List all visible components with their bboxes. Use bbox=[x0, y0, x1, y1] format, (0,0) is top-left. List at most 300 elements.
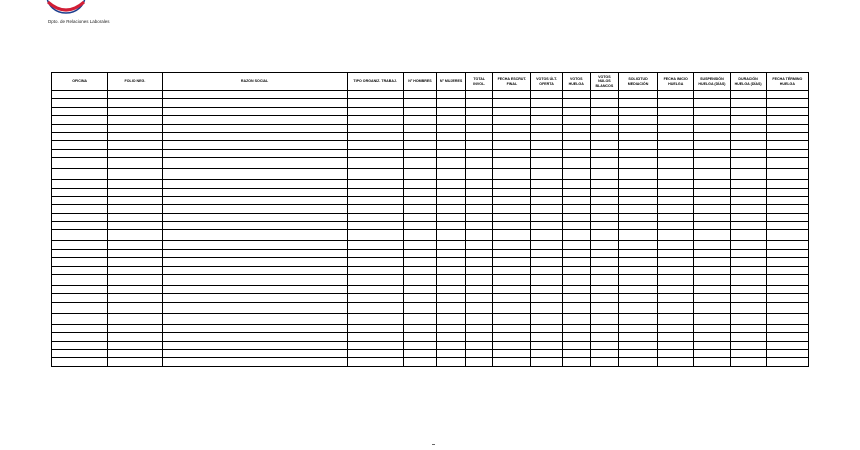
table-cell bbox=[531, 358, 562, 366]
table-cell bbox=[658, 213, 694, 221]
table-cell bbox=[730, 180, 766, 188]
table-cell bbox=[562, 213, 590, 221]
table-cell bbox=[694, 302, 730, 313]
table-cell bbox=[730, 302, 766, 313]
table-cell bbox=[493, 294, 531, 302]
table-cell bbox=[658, 196, 694, 204]
table-cell bbox=[562, 149, 590, 157]
table-row bbox=[52, 258, 809, 266]
table-cell bbox=[52, 205, 108, 213]
table-cell bbox=[531, 196, 562, 204]
table-cell bbox=[162, 341, 347, 349]
table-cell bbox=[730, 286, 766, 294]
table-cell bbox=[108, 313, 162, 324]
table-cell bbox=[730, 213, 766, 221]
table-cell bbox=[52, 286, 108, 294]
table-cell bbox=[403, 258, 436, 266]
table-cell bbox=[562, 158, 590, 169]
table-cell bbox=[658, 333, 694, 341]
table-cell bbox=[108, 169, 162, 180]
col-solicitud-mediacion: SOLICITUD MEDIACIÓN bbox=[618, 73, 657, 91]
table-cell bbox=[590, 169, 618, 180]
table-cell bbox=[493, 266, 531, 274]
table-cell bbox=[562, 341, 590, 349]
table-row bbox=[52, 249, 809, 257]
table-cell bbox=[466, 116, 493, 124]
table-cell bbox=[162, 107, 347, 115]
table-cell bbox=[493, 124, 531, 132]
col-fecha-termino-huelga: FECHA TÉRMINO HUELGA bbox=[766, 73, 808, 91]
table-cell bbox=[437, 249, 466, 257]
table-cell bbox=[658, 294, 694, 302]
table-cell bbox=[531, 349, 562, 357]
table-cell bbox=[562, 249, 590, 257]
table-cell bbox=[658, 188, 694, 196]
table-cell bbox=[618, 196, 657, 204]
table-cell bbox=[52, 249, 108, 257]
table-cell bbox=[108, 116, 162, 124]
table-cell bbox=[162, 196, 347, 204]
table-cell bbox=[347, 141, 403, 149]
table-cell bbox=[531, 141, 562, 149]
table-cell bbox=[590, 358, 618, 366]
table-cell bbox=[52, 324, 108, 332]
table-cell bbox=[403, 158, 436, 169]
table-cell bbox=[590, 116, 618, 124]
table-cell bbox=[437, 124, 466, 132]
table-cell bbox=[437, 180, 466, 188]
table-cell bbox=[618, 91, 657, 99]
table-cell bbox=[730, 99, 766, 107]
table-cell bbox=[437, 99, 466, 107]
table-cell bbox=[347, 324, 403, 332]
table-cell bbox=[437, 149, 466, 157]
table-cell bbox=[590, 213, 618, 221]
table-cell bbox=[531, 241, 562, 249]
table-cell bbox=[730, 349, 766, 357]
table-cell bbox=[531, 230, 562, 241]
table-row bbox=[52, 230, 809, 241]
col-suspension-huelga: SUSPENSIÓN HUELGA (DÍAS) bbox=[694, 73, 730, 91]
col-duracion-huelga: DURACIÓN HUELGA (DÍAS) bbox=[730, 73, 766, 91]
logo bbox=[44, 0, 88, 14]
table-cell bbox=[466, 302, 493, 313]
table-cell bbox=[162, 358, 347, 366]
table-cell bbox=[437, 349, 466, 357]
table-cell bbox=[562, 313, 590, 324]
table-cell bbox=[437, 196, 466, 204]
table-row bbox=[52, 158, 809, 169]
table-cell bbox=[562, 124, 590, 132]
table-cell bbox=[52, 333, 108, 341]
table-cell bbox=[694, 213, 730, 221]
table-header-row bbox=[52, 73, 809, 91]
table-cell bbox=[162, 333, 347, 341]
table-cell bbox=[730, 141, 766, 149]
table-cell bbox=[766, 313, 808, 324]
table-cell bbox=[493, 230, 531, 241]
table-cell bbox=[347, 124, 403, 132]
table-cell bbox=[52, 116, 108, 124]
col-oficina: OFICINA bbox=[52, 73, 108, 91]
table-cell bbox=[766, 205, 808, 213]
table-cell bbox=[766, 266, 808, 274]
table-cell bbox=[403, 205, 436, 213]
table-cell bbox=[694, 116, 730, 124]
table-cell bbox=[618, 341, 657, 349]
table-cell bbox=[347, 180, 403, 188]
table-cell bbox=[658, 149, 694, 157]
table-cell bbox=[162, 275, 347, 286]
table-row bbox=[52, 349, 809, 357]
table-cell bbox=[347, 169, 403, 180]
table-cell bbox=[108, 230, 162, 241]
table-cell bbox=[562, 222, 590, 230]
table-cell bbox=[52, 180, 108, 188]
table-cell bbox=[52, 141, 108, 149]
table-cell bbox=[658, 230, 694, 241]
table-cell bbox=[466, 286, 493, 294]
table-cell bbox=[403, 99, 436, 107]
table-cell bbox=[531, 324, 562, 332]
table-cell bbox=[347, 230, 403, 241]
table-cell bbox=[52, 169, 108, 180]
table-cell bbox=[694, 132, 730, 140]
table-cell bbox=[108, 249, 162, 257]
table-cell bbox=[618, 286, 657, 294]
table-cell bbox=[466, 249, 493, 257]
table-cell bbox=[52, 158, 108, 169]
table-cell bbox=[466, 313, 493, 324]
table-cell bbox=[403, 91, 436, 99]
table-cell bbox=[658, 249, 694, 257]
table-cell bbox=[766, 275, 808, 286]
table-cell bbox=[562, 141, 590, 149]
table-cell bbox=[347, 266, 403, 274]
table-cell bbox=[694, 180, 730, 188]
table-cell bbox=[590, 341, 618, 349]
table-cell bbox=[658, 341, 694, 349]
table-cell bbox=[590, 91, 618, 99]
table-cell bbox=[658, 132, 694, 140]
table-cell bbox=[590, 149, 618, 157]
table-cell bbox=[766, 230, 808, 241]
table-row bbox=[52, 333, 809, 341]
table-cell bbox=[493, 349, 531, 357]
table-cell bbox=[347, 275, 403, 286]
table-cell bbox=[108, 258, 162, 266]
table-cell bbox=[466, 333, 493, 341]
table-cell bbox=[52, 241, 108, 249]
table-cell bbox=[590, 333, 618, 341]
table-cell bbox=[466, 275, 493, 286]
table-cell bbox=[52, 230, 108, 241]
table-cell bbox=[766, 132, 808, 140]
table-cell bbox=[730, 333, 766, 341]
table-cell bbox=[562, 188, 590, 196]
table-row bbox=[52, 99, 809, 107]
table-cell bbox=[562, 275, 590, 286]
table-cell bbox=[52, 341, 108, 349]
table-cell bbox=[531, 91, 562, 99]
table-cell bbox=[403, 213, 436, 221]
table-cell bbox=[766, 341, 808, 349]
table-cell bbox=[694, 124, 730, 132]
table-cell bbox=[403, 358, 436, 366]
table-cell bbox=[590, 302, 618, 313]
table-cell bbox=[618, 213, 657, 221]
table-cell bbox=[766, 302, 808, 313]
table-cell bbox=[437, 241, 466, 249]
table-cell bbox=[162, 180, 347, 188]
table-cell bbox=[590, 205, 618, 213]
table-cell bbox=[618, 230, 657, 241]
table-cell bbox=[466, 358, 493, 366]
table-cell bbox=[52, 313, 108, 324]
table-cell bbox=[766, 141, 808, 149]
table-row bbox=[52, 313, 809, 324]
table-cell bbox=[618, 275, 657, 286]
table-cell bbox=[437, 258, 466, 266]
table-cell bbox=[403, 116, 436, 124]
table-cell bbox=[403, 188, 436, 196]
table-cell bbox=[694, 313, 730, 324]
table-cell bbox=[437, 286, 466, 294]
table-cell bbox=[766, 241, 808, 249]
table-cell bbox=[403, 141, 436, 149]
table-cell bbox=[108, 205, 162, 213]
table-cell bbox=[437, 205, 466, 213]
table-cell bbox=[618, 99, 657, 107]
table-cell bbox=[590, 99, 618, 107]
table-cell bbox=[493, 249, 531, 257]
table-cell bbox=[162, 258, 347, 266]
table-cell bbox=[658, 91, 694, 99]
table-cell bbox=[108, 91, 162, 99]
table-cell bbox=[347, 333, 403, 341]
table-cell bbox=[658, 180, 694, 188]
table-cell bbox=[562, 91, 590, 99]
table-cell bbox=[347, 349, 403, 357]
table-cell bbox=[590, 124, 618, 132]
table-cell bbox=[531, 266, 562, 274]
table-cell bbox=[766, 91, 808, 99]
table-cell bbox=[493, 180, 531, 188]
table-cell bbox=[618, 205, 657, 213]
table-row bbox=[52, 107, 809, 115]
col-mujeres: N° MUJERES bbox=[437, 73, 466, 91]
table-cell bbox=[730, 230, 766, 241]
table-cell bbox=[493, 91, 531, 99]
table-cell bbox=[730, 313, 766, 324]
table-cell bbox=[403, 222, 436, 230]
table-cell bbox=[403, 169, 436, 180]
table-cell bbox=[466, 132, 493, 140]
table-cell bbox=[562, 99, 590, 107]
table-cell bbox=[347, 213, 403, 221]
table-cell bbox=[437, 313, 466, 324]
table-cell bbox=[162, 213, 347, 221]
table-cell bbox=[694, 169, 730, 180]
table-cell bbox=[531, 294, 562, 302]
table-cell bbox=[493, 158, 531, 169]
table-cell bbox=[437, 132, 466, 140]
table-cell bbox=[437, 107, 466, 115]
table-cell bbox=[766, 324, 808, 332]
table-cell bbox=[531, 258, 562, 266]
table-cell bbox=[466, 91, 493, 99]
table-cell bbox=[437, 188, 466, 196]
table-cell bbox=[108, 294, 162, 302]
table-cell bbox=[694, 333, 730, 341]
table-cell bbox=[618, 294, 657, 302]
table-row bbox=[52, 302, 809, 313]
table-cell bbox=[466, 149, 493, 157]
table-cell bbox=[730, 158, 766, 169]
table-cell bbox=[403, 302, 436, 313]
table-cell bbox=[766, 180, 808, 188]
table-cell bbox=[531, 341, 562, 349]
col-tipo-organizacion: TIPO ORGANIZ. TRABAJ. bbox=[347, 73, 403, 91]
table-cell bbox=[658, 313, 694, 324]
table-cell bbox=[52, 222, 108, 230]
table-cell bbox=[658, 349, 694, 357]
table-row bbox=[52, 180, 809, 188]
table-cell bbox=[466, 241, 493, 249]
table-cell bbox=[658, 116, 694, 124]
table-cell bbox=[618, 141, 657, 149]
table-cell bbox=[347, 149, 403, 157]
table-cell bbox=[493, 116, 531, 124]
table-cell bbox=[162, 99, 347, 107]
table-cell bbox=[562, 116, 590, 124]
table-cell bbox=[766, 196, 808, 204]
table-cell bbox=[162, 188, 347, 196]
table-cell bbox=[618, 180, 657, 188]
table-cell bbox=[618, 302, 657, 313]
table-cell bbox=[766, 286, 808, 294]
table-row bbox=[52, 241, 809, 249]
table-cell bbox=[403, 230, 436, 241]
table-cell bbox=[658, 99, 694, 107]
department-label: Dpto. de Relaciones Laborales bbox=[48, 19, 110, 24]
table-row bbox=[52, 132, 809, 140]
table-cell bbox=[562, 324, 590, 332]
table-cell bbox=[562, 169, 590, 180]
table-cell bbox=[590, 266, 618, 274]
table-cell bbox=[730, 249, 766, 257]
table-cell bbox=[437, 91, 466, 99]
table-cell bbox=[162, 324, 347, 332]
table-cell bbox=[347, 132, 403, 140]
table-cell bbox=[618, 116, 657, 124]
table-cell bbox=[694, 205, 730, 213]
table-cell bbox=[658, 169, 694, 180]
table-cell bbox=[618, 132, 657, 140]
table-cell bbox=[531, 213, 562, 221]
table-cell bbox=[466, 141, 493, 149]
table-cell bbox=[590, 313, 618, 324]
table-cell bbox=[493, 107, 531, 115]
table-cell bbox=[347, 241, 403, 249]
table-cell bbox=[108, 302, 162, 313]
table-cell bbox=[562, 286, 590, 294]
table-cell bbox=[618, 249, 657, 257]
table-cell bbox=[766, 294, 808, 302]
col-fecha-inicio-huelga: FECHA INICIO HUELGA bbox=[658, 73, 694, 91]
table-cell bbox=[493, 196, 531, 204]
table-cell bbox=[562, 132, 590, 140]
table-cell bbox=[52, 196, 108, 204]
table-cell bbox=[347, 302, 403, 313]
table-cell bbox=[694, 258, 730, 266]
table-cell bbox=[493, 341, 531, 349]
table-cell bbox=[766, 188, 808, 196]
table-cell bbox=[162, 230, 347, 241]
table-cell bbox=[730, 266, 766, 274]
table-cell bbox=[108, 358, 162, 366]
table-cell bbox=[531, 99, 562, 107]
table-cell bbox=[562, 205, 590, 213]
table-cell bbox=[52, 258, 108, 266]
table-cell bbox=[658, 222, 694, 230]
table-cell bbox=[108, 222, 162, 230]
table-cell bbox=[347, 358, 403, 366]
table-cell bbox=[618, 349, 657, 357]
table-cell bbox=[403, 249, 436, 257]
table-cell bbox=[766, 349, 808, 357]
table-cell bbox=[493, 358, 531, 366]
table-cell bbox=[52, 275, 108, 286]
table-cell bbox=[403, 333, 436, 341]
table-cell bbox=[493, 313, 531, 324]
table-cell bbox=[466, 222, 493, 230]
table-cell bbox=[730, 241, 766, 249]
table-cell bbox=[162, 302, 347, 313]
table-cell bbox=[403, 149, 436, 157]
table-cell bbox=[562, 349, 590, 357]
table-cell bbox=[730, 275, 766, 286]
table-cell bbox=[162, 205, 347, 213]
table-cell bbox=[162, 158, 347, 169]
table-cell bbox=[766, 124, 808, 132]
table-cell bbox=[766, 116, 808, 124]
table-cell bbox=[437, 341, 466, 349]
table-cell bbox=[493, 324, 531, 332]
table-cell bbox=[493, 258, 531, 266]
table-cell bbox=[730, 149, 766, 157]
table-cell bbox=[766, 222, 808, 230]
table-cell bbox=[108, 241, 162, 249]
table-cell bbox=[52, 349, 108, 357]
table-cell bbox=[162, 222, 347, 230]
table-cell bbox=[618, 158, 657, 169]
table-cell bbox=[403, 107, 436, 115]
col-total-involucrados: TOTAL INVOL. bbox=[466, 73, 493, 91]
table-cell bbox=[531, 124, 562, 132]
table-cell bbox=[618, 358, 657, 366]
table-cell bbox=[52, 294, 108, 302]
col-hombres: N° HOMBRES bbox=[403, 73, 436, 91]
table-row bbox=[52, 188, 809, 196]
table-cell bbox=[694, 91, 730, 99]
table-cell bbox=[437, 358, 466, 366]
table-cell bbox=[347, 249, 403, 257]
table-cell bbox=[437, 302, 466, 313]
table-cell bbox=[493, 149, 531, 157]
table-cell bbox=[466, 180, 493, 188]
table-cell bbox=[403, 241, 436, 249]
